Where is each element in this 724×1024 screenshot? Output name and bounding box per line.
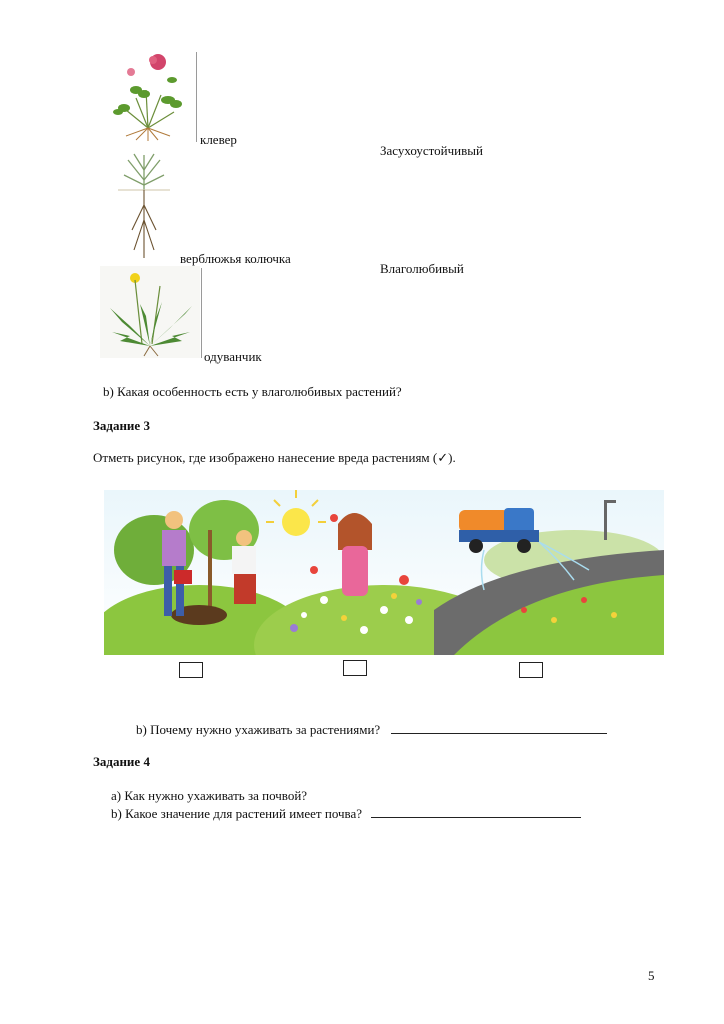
plant-divider-line xyxy=(196,52,197,142)
question-soil-care: a) Как нужно ухаживать за почвой? xyxy=(111,788,308,803)
question-soil-importance: b) Какое значение для растений имеет почва? xyxy=(111,805,581,822)
task3-instruction: Отметь рисунок, где изображено нанесение вреда растениям (✓). xyxy=(93,450,456,465)
task4-title: Задание 4 xyxy=(93,754,150,769)
plant-label-clover: клевер xyxy=(200,132,237,147)
category-moisture-loving: Влаголюбивый xyxy=(380,261,464,276)
plant-label-dandelion: одуванчик xyxy=(204,349,262,364)
question-moisture-loving-features: b) Какая особенность есть у влаголюбивых растений? xyxy=(103,384,402,399)
answer-line[interactable] xyxy=(391,721,607,734)
plant-divider-line-2 xyxy=(201,268,202,358)
scene3-checkbox[interactable] xyxy=(519,662,543,678)
question-why-care-plants: b) Почему нужно ухаживать за растениями? xyxy=(136,721,607,738)
answer-line-soil[interactable] xyxy=(371,805,581,818)
dandelion-plant-illustration xyxy=(100,266,200,358)
page-number: 5 xyxy=(648,968,655,983)
task3-title: Задание 3 xyxy=(93,418,150,433)
plant-label-camel-thorn: верблюжья колючка xyxy=(180,251,291,266)
plant-care-scenes-illustration xyxy=(104,490,664,655)
clover-plant-illustration xyxy=(106,50,191,142)
checkmark-icon: ✓ xyxy=(437,450,449,465)
scene1-checkbox[interactable] xyxy=(179,662,203,678)
scene2-checkbox[interactable] xyxy=(343,660,367,676)
camel-thorn-plant-illustration xyxy=(116,150,172,260)
category-drought-resistant: Засухоустойчивый xyxy=(380,143,483,158)
